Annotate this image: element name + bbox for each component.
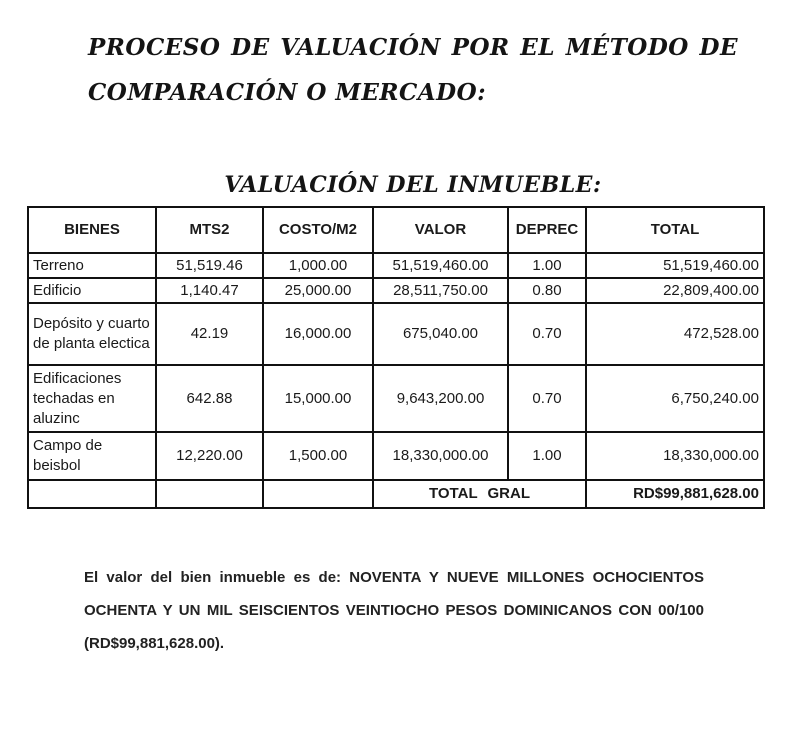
valuation-table [27,206,765,509]
cell-valor: 9,643,200.00 [373,365,508,432]
cell-valor: 28,511,750.00 [373,278,508,303]
column-header-costo-m2: COSTO/M2 [263,207,373,253]
cell-total: 472,528.00 [586,303,764,365]
table-footer-row [28,480,764,508]
column-header-valor: VALOR [373,207,508,253]
document-title [88,33,738,108]
document-title-line1: PROCESO DE VALUACIÓN POR EL MÉTODO DE [88,34,738,61]
total-gral-label: TOTAL GRAL [373,480,586,508]
summary-line3: (RD$99,881,628.00). [84,635,225,652]
empty-cell [263,480,373,508]
table-row-terreno [28,253,764,278]
empty-cell [28,480,156,508]
cell-total: 22,809,400.00 [586,278,764,303]
column-header-deprec: DEPREC [508,207,586,253]
cell-costo-m2: 15,000.00 [263,365,373,432]
cell-deprec: 1.00 [508,253,586,278]
column-header-bienes: BIENES [28,207,156,253]
cell-mts2: 1,140.47 [156,278,263,303]
column-header-mts2: MTS2 [156,207,263,253]
cell-costo-m2: 1,500.00 [263,432,373,480]
cell-mts2: 12,220.00 [156,432,263,480]
column-header-total: TOTAL [586,207,764,253]
cell-mts2: 42.19 [156,303,263,365]
cell-valor: 675,040.00 [373,303,508,365]
summary-line2: OCHENTA Y UN MIL SEISCIENTOS VEINTIOCHO PESOS DOMINICANOS CON 00/100 [84,602,704,619]
total-gral-value: RD$99,881,628.00 [586,480,764,508]
cell-bienes: Campo de beisbol [28,432,156,480]
cell-bienes: Terreno [28,253,156,278]
cell-deprec: 0.70 [508,365,586,432]
cell-mts2: 642.88 [156,365,263,432]
cell-bienes: Edificaciones techadas en aluzinc [28,365,156,432]
empty-cell [156,480,263,508]
cell-deprec: 1.00 [508,432,586,480]
table-row-edificio [28,278,764,303]
cell-valor: 51,519,460.00 [373,253,508,278]
cell-mts2: 51,519.46 [156,253,263,278]
cell-bienes: Edificio [28,278,156,303]
section-title-valuacion-inmueble: VALUACIÓN DEL INMUEBLE: [224,172,602,198]
table-row-deposito [28,303,764,365]
cell-costo-m2: 1,000.00 [263,253,373,278]
summary-line1: El valor del bien inmueble es de: NOVENTA Y NUEVE MILLONES OCHOCIENTOS [84,569,704,586]
cell-costo-m2: 25,000.00 [263,278,373,303]
cell-total: 18,330,000.00 [586,432,764,480]
cell-deprec: 0.80 [508,278,586,303]
cell-deprec: 0.70 [508,303,586,365]
cell-costo-m2: 16,000.00 [263,303,373,365]
cell-valor: 18,330,000.00 [373,432,508,480]
cell-bienes: Depósito y cuarto de planta electica [28,303,156,365]
cell-total: 51,519,460.00 [586,253,764,278]
table-header-row [28,207,764,253]
valuation-summary-paragraph [84,561,704,660]
cell-total: 6,750,240.00 [586,365,764,432]
document-title-line2: COMPARACIÓN O MERCADO: [88,79,487,106]
table-row-campo-beisbol [28,432,764,480]
table-row-edificaciones [28,365,764,432]
